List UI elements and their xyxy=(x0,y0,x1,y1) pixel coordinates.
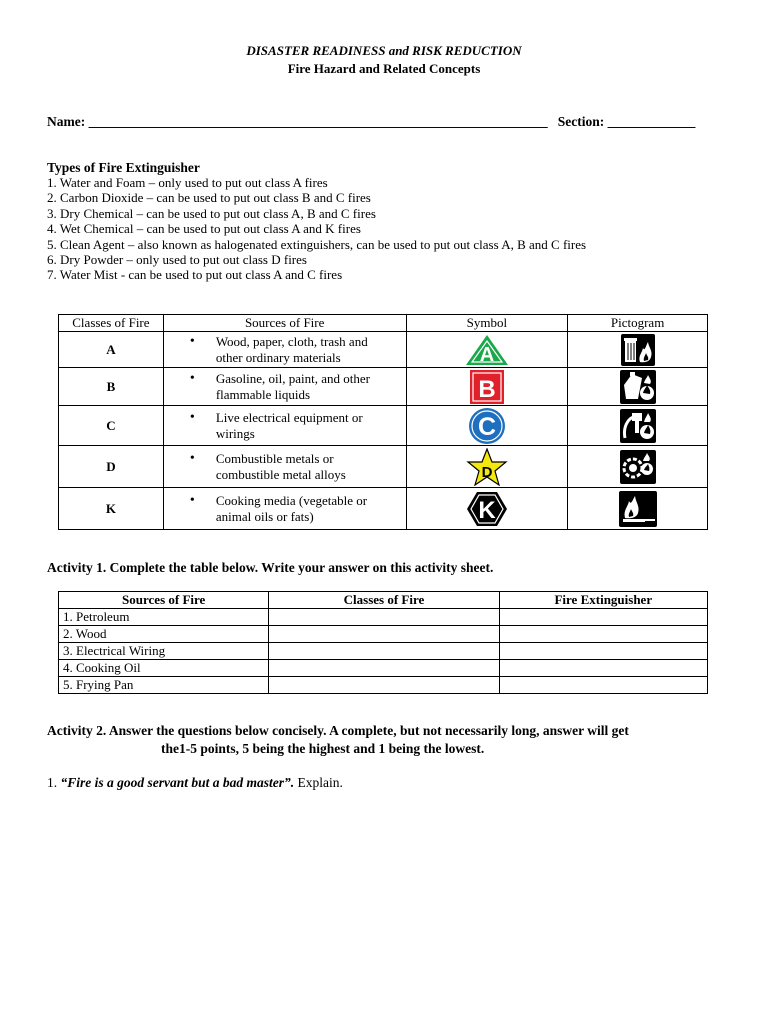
gear-fire-pictogram-icon xyxy=(618,449,658,485)
extinguisher-item: 3. Dry Chemical – can be used to put out class A, B and C fires xyxy=(47,205,376,221)
class-answer-cell[interactable] xyxy=(269,660,499,677)
extinguisher-types-heading: Types of Fire Extinguisher xyxy=(47,160,200,175)
source-cell: 2. Wood xyxy=(59,626,269,643)
bullet: • xyxy=(189,371,195,386)
fire-source-text: Wood, paper, cloth, trash and other ordinary materials xyxy=(215,334,368,365)
extinguisher-answer-cell[interactable] xyxy=(499,677,707,694)
svg-text:D: D xyxy=(481,463,493,481)
fire-source-text: Cooking media (vegetable or animal oils or fats) xyxy=(215,493,368,524)
class-d-symbol-icon xyxy=(466,448,508,486)
svg-text:B: B xyxy=(478,375,496,403)
class-answer-cell[interactable] xyxy=(269,626,499,643)
fire-source-text: Combustible metals or combustible metal alloys xyxy=(215,451,346,482)
class-answer-cell[interactable] xyxy=(269,643,499,660)
fire-class-label: D xyxy=(59,446,164,488)
table-row xyxy=(59,368,708,406)
cooking-pan-fire-pictogram-icon xyxy=(617,490,659,528)
activity2-instructions xyxy=(47,722,629,758)
header-sources: Sources of Fire xyxy=(163,315,406,332)
class-answer-cell[interactable] xyxy=(269,677,499,694)
table-row xyxy=(59,406,708,446)
fire-class-label: C xyxy=(59,406,164,446)
class-b-symbol-icon xyxy=(467,369,507,405)
fire-source-text: Live electrical equipment or wirings xyxy=(215,410,363,441)
question-1 xyxy=(47,775,343,791)
svg-text:A: A xyxy=(479,343,495,366)
extinguisher-item: 7. Water Mist - can be used to put out class A and C fires xyxy=(47,267,343,283)
extinguisher-types-list xyxy=(47,175,586,283)
activity1-table xyxy=(58,591,708,694)
extinguisher-answer-cell[interactable] xyxy=(499,643,707,660)
activity2-line2: the1-5 points, 5 being the highest and 1 being the lowest. xyxy=(161,741,485,756)
activity1-heading: Activity 1. Complete the table below. Write your answer on this activity sheet. xyxy=(47,560,494,575)
extinguisher-item: 1. Water and Foam – only used to put out class A fires xyxy=(47,175,328,190)
fire-class-label: A xyxy=(59,332,164,368)
table-row xyxy=(59,626,708,643)
table-row xyxy=(59,446,708,488)
trash-can-fire-pictogram-icon xyxy=(620,333,656,367)
source-cell: 4. Cooking Oil xyxy=(59,660,269,677)
table-header-row xyxy=(59,315,708,332)
table-row xyxy=(59,488,708,530)
table-row xyxy=(59,660,708,677)
extinguisher-item: 6. Dry Powder – only used to put out class D fires xyxy=(47,252,307,268)
bullet: • xyxy=(189,334,195,349)
header-pictogram: Pictogram xyxy=(568,315,708,332)
question-prompt: Explain. xyxy=(297,775,343,790)
header-classes: Classes of Fire xyxy=(59,315,164,332)
fire-source-text: Gasoline, oil, paint, and other flammable liquids xyxy=(215,371,370,402)
table-row xyxy=(59,677,708,694)
header-classes: Classes of Fire xyxy=(269,592,499,609)
header-sources: Sources of Fire xyxy=(59,592,269,609)
question-number: 1. xyxy=(47,775,58,790)
table-header-row xyxy=(59,592,708,609)
header-symbol: Symbol xyxy=(406,315,568,332)
extinguisher-item: 4. Wet Chemical – can be used to put out class A and K fires xyxy=(47,221,361,237)
question-quote: “Fire is a good servant but a bad master”. xyxy=(60,775,295,790)
document-subtitle: Fire Hazard and Related Concepts xyxy=(287,61,481,76)
fire-class-label: K xyxy=(59,488,164,530)
bullet: • xyxy=(189,451,195,466)
class-answer-cell[interactable] xyxy=(269,609,499,626)
extinguisher-item: 5. Clean Agent – also known as halogenated extinguishers, can be used to put out class A, B and C fires xyxy=(47,236,587,252)
source-cell: 1. Petroleum xyxy=(59,609,269,626)
svg-text:K: K xyxy=(478,496,496,524)
table-row xyxy=(59,332,708,368)
extinguisher-answer-cell[interactable] xyxy=(499,609,707,626)
fire-classes-table xyxy=(58,314,708,530)
extinguisher-item: 2. Carbon Dioxide – can be used to put out class B and C fires xyxy=(47,190,371,206)
extinguisher-answer-cell[interactable] xyxy=(499,660,707,677)
table-row xyxy=(59,643,708,660)
source-cell: 5. Frying Pan xyxy=(59,677,269,694)
table-row xyxy=(59,609,708,626)
class-k-symbol-icon xyxy=(466,490,508,528)
name-section-line: Name: ____________________________________________________________________ Section: _____________ xyxy=(47,114,696,129)
fire-class-label: B xyxy=(59,368,164,406)
bullet: • xyxy=(189,410,195,425)
activity2-line1: Activity 2. Answer the questions below concisely. A complete, but not necessarily long, answer will get xyxy=(47,723,629,738)
class-a-symbol-icon xyxy=(464,333,510,367)
extinguisher-answer-cell[interactable] xyxy=(499,626,707,643)
fuel-can-fire-pictogram-icon xyxy=(618,369,658,405)
document-title: DISASTER READINESS and RISK REDUCTION xyxy=(246,43,522,58)
source-cell: 3. Electrical Wiring xyxy=(59,643,269,660)
bullet: • xyxy=(189,493,195,508)
header-extinguisher: Fire Extinguisher xyxy=(499,592,707,609)
svg-text:C: C xyxy=(477,412,496,441)
electrical-plug-fire-pictogram-icon xyxy=(618,408,658,444)
class-c-symbol-icon xyxy=(467,407,507,445)
